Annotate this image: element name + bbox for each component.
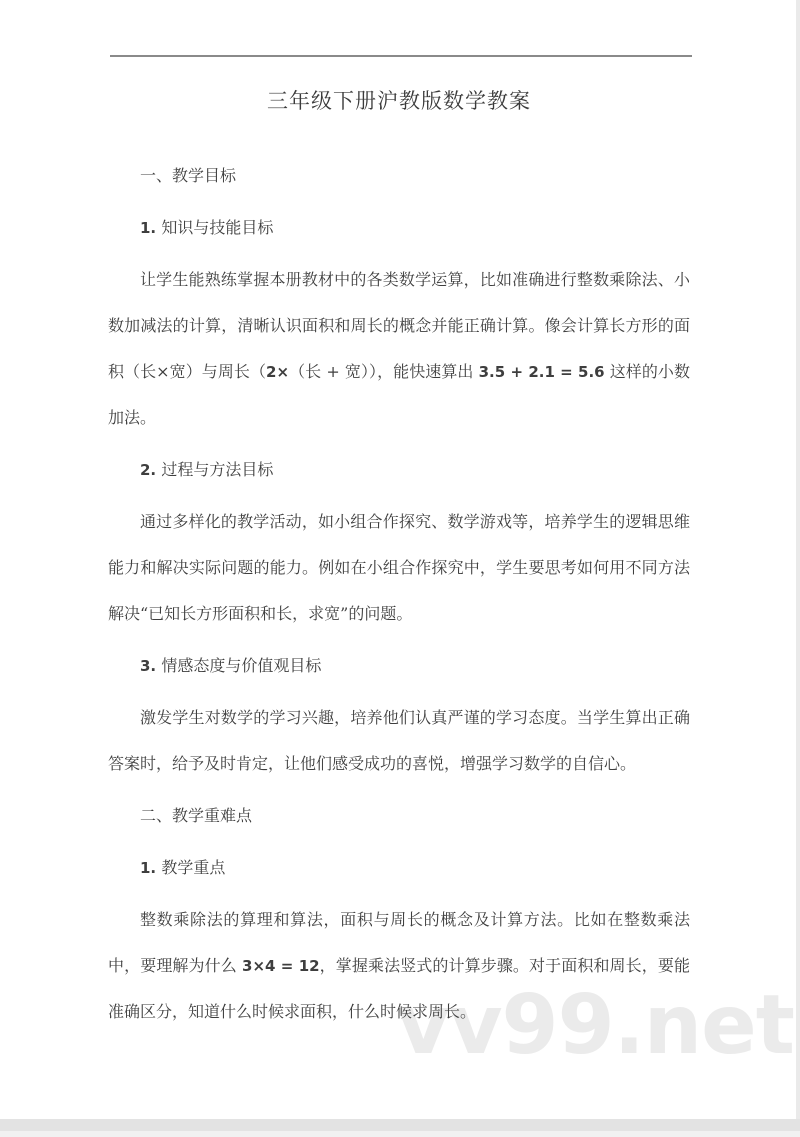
heading-number: 3. [140, 657, 162, 675]
section-heading [108, 447, 690, 493]
text-run: ，掌握乘法竖式的计算步骤。对于面积和周长，要能准确区分，知道什么时候求面积，什么时候求周长。 [108, 956, 690, 1021]
heading-number: 1. [140, 219, 162, 237]
text-run: 二、教学重难点 [140, 806, 253, 825]
heading-number: 2. [140, 461, 162, 479]
paragraph [108, 897, 690, 1035]
text-run: （长 + 宽）），能快速算出 [289, 362, 479, 381]
section-heading [108, 643, 690, 689]
text-run: 知识与技能目标 [161, 218, 274, 237]
text-run: 这样的小数加法。 [108, 362, 690, 427]
paragraph [108, 695, 690, 787]
page-bottom-edge [0, 1119, 800, 1131]
text-run: 整数乘除法的算理和算法，面积与周长的概念及计算方法。比如在整数乘法中，要理解为什么 [108, 910, 690, 975]
paragraph [108, 499, 690, 637]
section-heading [108, 793, 690, 839]
text-run: 教学重点 [161, 858, 226, 877]
section-heading [108, 153, 690, 199]
document-body [108, 0, 690, 1035]
page-right-edge [796, 0, 800, 1120]
text-run: 过程与方法目标 [161, 460, 274, 479]
formula-text: 2× [266, 363, 290, 381]
formula-text: 3.5 + 2.1 = 5.6 [478, 363, 605, 381]
watermark: vv99.net [396, 978, 794, 1073]
text-run: 情感态度与价值观目标 [161, 656, 322, 675]
section-heading [108, 845, 690, 891]
formula-text: 3×4 = 12 [242, 957, 320, 975]
text-run: 一、教学目标 [140, 166, 237, 185]
section-heading [108, 205, 690, 251]
paragraph [108, 257, 690, 441]
text-run: 让学生能熟练掌握本册教材中的各类数学运算，比如准确进行整数乘除法、小数加减法的计算，清晰认识面积和周长的概念并能正确计算。像会计算长方形的面积（长×宽）与周长（ [108, 270, 690, 381]
page-bottom-edge-light [0, 1131, 800, 1137]
document-title: 三年级下册沪教版数学教案 [267, 89, 531, 113]
document-blocks [108, 153, 690, 1035]
heading-number: 1. [140, 859, 162, 877]
text-run: 通过多样化的教学活动，如小组合作探究、数学游戏等，培养学生的逻辑思维能力和解决实际问题的能力。例如在小组合作探究中，学生要思考如何用不同方法解决“已知长方形面积和长，求宽”的问题。 [108, 512, 690, 623]
text-run: 激发学生对数学的学习兴趣，培养他们认真严谨的学习态度。当学生算出正确答案时，给予及时肯定，让他们感受成功的喜悦，增强学习数学的自信心。 [108, 708, 690, 773]
